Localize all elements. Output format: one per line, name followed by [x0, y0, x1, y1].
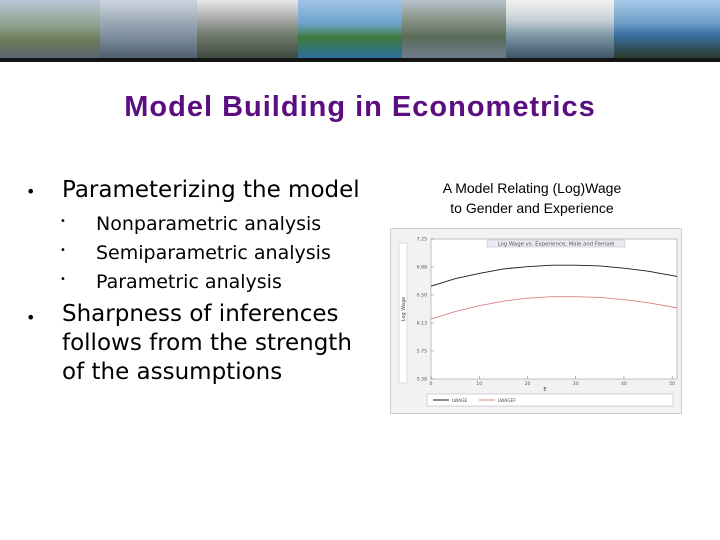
- y-tick-label: 6.50: [416, 293, 427, 299]
- legend-label-lwage: LWAGE: [452, 398, 468, 404]
- bullet-sharpness: Sharpness of inferences follows from the strength of the assumptions: [62, 301, 352, 385]
- bullet-parameterizing: Parameterizing the model: [62, 177, 360, 203]
- legend-label-lwagef: LWAGEF: [498, 398, 516, 404]
- x-tick-label: 40: [621, 382, 627, 387]
- x-tick-label: 0: [429, 382, 433, 387]
- chart-caption-line1: A Model Relating (Log)Wage: [442, 180, 622, 196]
- x-axis-label: E: [543, 387, 547, 393]
- sub-bullet-parametric: Parametric analysis: [96, 271, 282, 293]
- wage-experience-chart: [390, 228, 682, 414]
- banner-divider: [0, 58, 720, 62]
- x-tick-label: 10: [476, 382, 483, 387]
- y-tick-label: 7.25: [416, 237, 427, 243]
- y-tick-label: 6.88: [416, 265, 427, 271]
- plot-area: [431, 239, 677, 379]
- chart-caption: [402, 178, 662, 218]
- banner-photo: [402, 0, 506, 58]
- x-tick-label: 20: [524, 382, 531, 387]
- banner-photo: [197, 0, 298, 58]
- sub-bullet-semiparametric: Semiparametric analysis: [96, 242, 331, 264]
- sub-bullet-marker: •: [60, 274, 66, 285]
- x-tick-label: 30: [572, 382, 579, 387]
- banner-photo: [0, 0, 100, 58]
- chart-caption-line2: to Gender and Experience: [450, 200, 614, 216]
- sub-bullet-marker: •: [60, 245, 66, 256]
- sub-bullet-marker: •: [60, 216, 66, 227]
- banner-photo: [100, 0, 197, 58]
- chart-svg: [391, 229, 681, 413]
- banner-photo: [298, 0, 402, 58]
- y-axis-label: Log Wage: [401, 296, 407, 322]
- y-tick-label: 6.13: [416, 321, 427, 327]
- chart-title: Log Wage vs. Experience, Male and Female: [497, 241, 615, 248]
- banner-photo: [614, 0, 720, 58]
- slide-title: Model Building in Econometrics: [124, 91, 596, 123]
- header-photo-banner: [0, 0, 720, 58]
- banner-photo: [506, 0, 614, 58]
- bullet-marker: •: [26, 182, 36, 201]
- bullet-marker: •: [26, 308, 36, 327]
- x-tick-label: 50: [669, 382, 676, 387]
- y-tick-label: 5.75: [416, 349, 427, 355]
- y-tick-label: 5.38: [416, 377, 427, 383]
- sub-bullet-nonparametric: Nonparametric analysis: [96, 213, 322, 235]
